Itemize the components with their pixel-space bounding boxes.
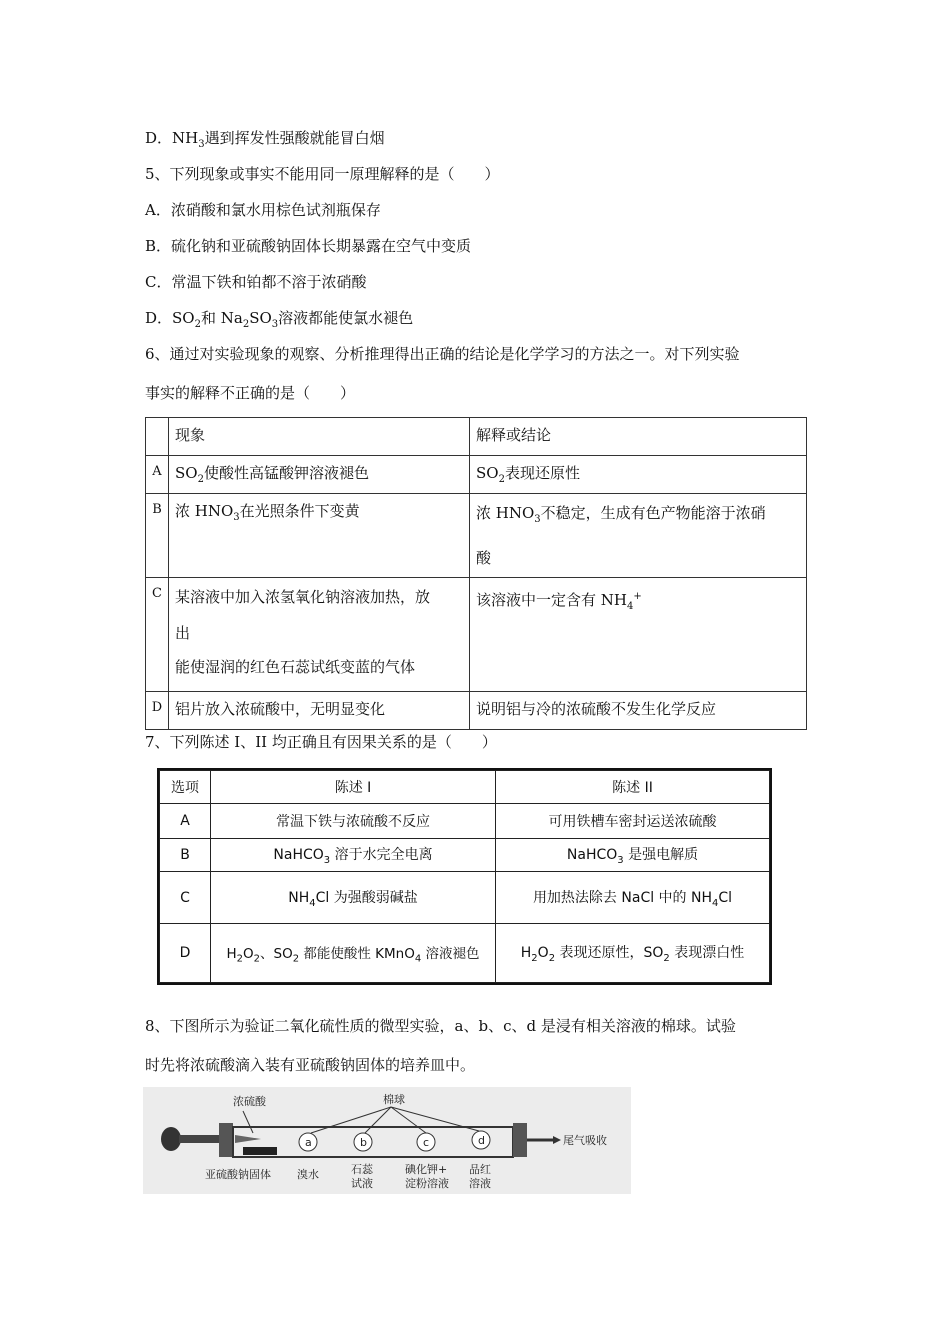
header-option: 选项	[160, 771, 211, 804]
text: 浓 HNO	[476, 504, 535, 522]
subscript: 2	[663, 952, 670, 964]
apparatus-figure	[143, 1087, 631, 1194]
q8-stem-line1: 8、下图所示为验证二氧化硫性质的微型实验，a、b、c、d 是浸有相关溶液的棉球。试验	[145, 1017, 736, 1035]
subscript: 4	[712, 897, 719, 909]
table-row	[146, 578, 807, 692]
statement-2-cell	[496, 839, 770, 872]
label-sol-b-1: 石蕊	[351, 1163, 373, 1176]
dropper-tip	[235, 1135, 261, 1143]
arrow-head	[553, 1136, 561, 1144]
subscript: 2	[531, 952, 538, 964]
subscript: 2	[292, 953, 300, 965]
label-conc-acid: 浓硫酸	[233, 1095, 266, 1108]
text: O	[243, 945, 254, 962]
row-key: B	[160, 839, 211, 872]
row-key: D	[146, 692, 169, 730]
text: 表现还原性	[504, 464, 580, 482]
culture-dish	[243, 1147, 277, 1155]
statement-2-cell	[496, 872, 770, 924]
explanation-cell	[470, 494, 807, 578]
table-row	[146, 494, 807, 578]
q4-optd-text-2: 遇到挥发性强酸就能冒白烟	[204, 129, 385, 147]
table-row	[160, 924, 770, 983]
label-tail-gas: 尾气吸收	[563, 1134, 607, 1147]
text: NaHCO	[273, 847, 324, 864]
header-statement-2: 陈述 II	[496, 771, 770, 804]
text: 表现还原性，SO	[555, 945, 664, 962]
subscript: 2	[194, 319, 201, 330]
table-row	[160, 804, 770, 839]
dropper-bulb	[161, 1127, 181, 1151]
ball-d-label: d	[478, 1134, 485, 1147]
right-stopper	[513, 1123, 527, 1157]
ball-a-label: a	[305, 1136, 312, 1149]
q5-option-a: A．浓硝酸和氯水用棕色试剂瓶保存	[145, 201, 381, 219]
text: 溶液都能使氯水褪色	[278, 309, 414, 327]
text: 表现漂白性	[669, 945, 745, 962]
subscript: 3	[323, 854, 331, 866]
text: 和 Na	[200, 309, 243, 327]
text: 用加热法除去 NaCl 中的 NH	[532, 889, 713, 906]
text: O	[537, 945, 549, 962]
table-header-row	[160, 771, 770, 804]
text: NaHCO	[566, 847, 618, 864]
label-sol-d-2: 溶液	[469, 1177, 491, 1190]
subscript: 3	[271, 319, 279, 330]
text: 酸	[476, 549, 492, 567]
explanation-cell	[470, 578, 807, 692]
text: 溶于水完全电离	[330, 847, 433, 864]
table-header-row	[146, 418, 807, 456]
row-key: A	[146, 456, 169, 494]
statement-1-cell: 常温下铁与浓硫酸不反应	[211, 804, 496, 839]
q4-optd-text: D．NH	[145, 129, 199, 147]
text: 溶液褪色	[421, 945, 480, 962]
text: H	[520, 945, 532, 962]
row-key: D	[160, 924, 211, 983]
phenomenon-cell	[169, 578, 470, 692]
q6-stem-line1: 6、通过对实验现象的观察、分析推理得出正确的结论是化学学习的方法之一。对下列实验	[145, 345, 740, 363]
phenomenon-cell: 铝片放入浓硫酸中，无明显变化	[169, 692, 470, 730]
row-key: A	[160, 804, 211, 839]
table-row	[160, 872, 770, 924]
subscript: 3	[233, 512, 240, 523]
q5-stem: 5、下列现象或事实不能用同一原理解释的是（ ）	[145, 165, 500, 183]
leader-line	[243, 1111, 253, 1133]
label-sol-d-1: 品红	[469, 1163, 491, 1176]
subscript: 2	[242, 319, 250, 330]
explanation-cell: 说明铝与冷的浓硫酸不发生化学反应	[470, 692, 807, 730]
leader-line	[391, 1107, 426, 1133]
text: 是强电解质	[623, 847, 699, 864]
subscript: 4	[309, 897, 316, 909]
label-sol-a: 溴水	[297, 1168, 319, 1181]
subscript: 3	[198, 139, 205, 150]
q5-option-d	[145, 307, 413, 330]
leader-line	[311, 1107, 391, 1133]
statement-1-cell	[211, 872, 496, 924]
superscript: +	[633, 591, 642, 602]
row-key: C	[160, 872, 211, 924]
explanation-cell	[470, 456, 807, 494]
text: 能使湿润的红色石蕊试纸变蓝的气体	[175, 658, 416, 676]
statement-1-cell	[211, 924, 496, 983]
statement-2-cell	[496, 924, 770, 983]
text: SO	[476, 464, 499, 482]
dropper-stem	[179, 1135, 219, 1143]
text: 不稳定，生成有色产物能溶于浓硝	[540, 504, 766, 522]
subscript: 4	[626, 601, 634, 612]
text: 浓 HNO	[175, 502, 234, 520]
text: 在光照条件下变黄	[239, 502, 360, 520]
header-statement-1: 陈述 I	[211, 771, 496, 804]
q6-table	[145, 417, 807, 730]
ball-c-label: c	[423, 1136, 430, 1149]
q5-option-b: B．硫化钠和亚硫酸钠固体长期暴露在空气中变质	[145, 237, 472, 255]
row-key: C	[146, 578, 169, 692]
header-phenomenon: 现象	[169, 418, 470, 456]
q4-option-d	[145, 127, 385, 150]
text: Cl	[718, 889, 733, 906]
subscript: 2	[236, 953, 243, 965]
subscript: 2	[548, 952, 556, 964]
q5-option-c: C．常温下铁和铂都不溶于浓硝酸	[145, 273, 367, 291]
subscript: 3	[534, 514, 541, 525]
subscript: 3	[617, 854, 624, 866]
subscript: 4	[414, 953, 422, 965]
text: SO	[249, 309, 272, 327]
statement-1-cell	[211, 839, 496, 872]
subscript: 2	[498, 474, 505, 485]
apparatus-drawing	[143, 1087, 631, 1194]
left-stopper	[219, 1123, 233, 1157]
text: 该溶液中一定含有 NH	[476, 591, 627, 609]
ball-b-label: b	[360, 1136, 367, 1149]
q6-stem-line2: 事实的解释不正确的是（ ）	[145, 384, 356, 402]
text: D．SO	[145, 309, 195, 327]
row-key: B	[146, 494, 169, 578]
text: 出	[175, 624, 191, 642]
label-sol-b-2: 试液	[351, 1177, 373, 1190]
phenomenon-cell	[169, 494, 470, 578]
q7-stem: 7、下列陈述 I、II 均正确且有因果关系的是（ ）	[145, 733, 497, 751]
label-sol-c-1: 碘化钾+	[405, 1163, 448, 1176]
text: NH	[288, 889, 310, 906]
label-solid: 亚硫酸钠固体	[205, 1168, 271, 1181]
text: Cl 为强酸弱碱盐	[315, 889, 418, 906]
text: 某溶液中加入浓氢氧化钠溶液加热，放	[175, 588, 431, 606]
subscript: 2	[253, 953, 261, 965]
text: 、SO	[260, 945, 293, 962]
subscript: 2	[197, 474, 204, 485]
header-key	[146, 418, 169, 456]
q8-stem-line2: 时先将浓硫酸滴入装有亚硫酸钠固体的培养皿中。	[145, 1056, 476, 1074]
label-sol-c-2: 淀粉溶液	[405, 1177, 449, 1190]
text: 使酸性高锰酸钾溶液褪色	[203, 464, 369, 482]
label-cotton: 棉球	[383, 1093, 405, 1106]
text: H	[226, 945, 237, 962]
text: 都能使酸性 KMnO	[299, 945, 415, 962]
header-explanation: 解释或结论	[470, 418, 807, 456]
text: SO	[175, 464, 198, 482]
table-row	[146, 456, 807, 494]
phenomenon-cell	[169, 456, 470, 494]
table-row	[160, 839, 770, 872]
q7-table	[157, 768, 772, 985]
table-row	[146, 692, 807, 730]
statement-2-cell: 可用铁槽车密封运送浓硫酸	[496, 804, 770, 839]
